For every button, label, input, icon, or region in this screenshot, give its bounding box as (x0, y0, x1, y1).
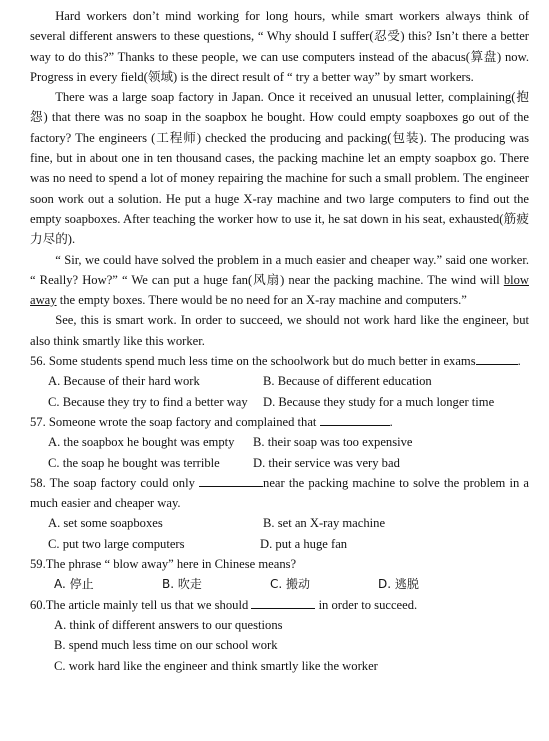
option-a: A. the soapbox he bought was empty (48, 435, 235, 450)
question-58-stem-text: 58. The soap factory could only (30, 475, 195, 490)
question-59-stem: 59.The phrase “ blow away” here in Chinese means? (30, 557, 297, 572)
passage-paragraph-2: There was a large soap factory in Japan. Once it received an unusual letter, complaining(抱怨) that there was no soap in the soapbox he bought. How could empty soapboxes go out of the factory? The engineers (工程师) checked the producing and packing(包装). The producing was fine, but in about one in ten thousand cases, the packing machine let an empty soapbox go. There was no need to spend a lot of money repairing the machine for such a small problem. The engineer soon work out a solution. He put a huge X-ray machine and two large computers to find out the empty soapboxes. After teaching the worker how to use it, he sat down in his seat, exhausted(筋疲力尽的). (30, 90, 529, 247)
answer-blank (476, 353, 518, 365)
option-c: C. 搬动 (270, 577, 311, 592)
option-d: D. Because they study for a much longer time (263, 394, 495, 409)
option-b: B. their soap was too expensive (253, 435, 413, 450)
paragraph-3-text-before: “ Sir, we could have solved the problem in a much easier and cheaper way.” said one worker. “ Really? How?” “ We can put a huge fan(风扇) near the packing machine. The wind will (30, 252, 529, 287)
question-60-stem-end: in order to succeed. (318, 597, 418, 612)
question-57-stem (30, 412, 529, 432)
answer-blank (320, 414, 390, 426)
underlined-phrase: blow away (30, 272, 529, 308)
question-60-option-c: C. work hard like the engineer and think smartly like the worker (54, 658, 378, 673)
question-57-options-row-2 (30, 453, 529, 473)
question-58-options-row-1 (30, 513, 529, 533)
option-a: A. set some soapboxes (48, 516, 163, 531)
question-57-options-row-1 (30, 432, 529, 452)
question-56-stem-end: . (517, 354, 521, 369)
option-c: C. Because they try to find a better way (48, 394, 248, 409)
question-58-stem-end: near the packing machine to solve the problem in a much easier and cheaper way. (30, 475, 529, 511)
passage-paragraph-3 (30, 250, 529, 311)
option-d: D. 逃脱 (378, 577, 419, 592)
question-56-options-row-2 (30, 392, 529, 412)
option-b: B. set an X-ray machine (263, 516, 386, 531)
question-56-stem-text: 56. Some students spend much less time on the schoolwork but do much better in exams (30, 354, 476, 369)
passage-paragraph-4: See, this is smart work. In order to succeed, we should not work hard like the engineer, but also think smartly like this worker. (30, 313, 529, 348)
option-a: A. 停止 (54, 577, 94, 592)
answer-blank (251, 597, 315, 609)
question-59-options (30, 574, 529, 594)
question-56-options-row-1 (30, 371, 529, 391)
option-c: C. the soap he bought was terrible (48, 455, 220, 470)
question-57-stem-text: 57. Someone wrote the soap factory and complained that (30, 414, 317, 429)
question-60-option-a: A. think of different answers to our questions (54, 617, 283, 632)
question-58-options-row-2 (30, 534, 529, 554)
passage-paragraph-1: Hard workers don’t mind working for long hours, while smart workers always think of several different answers to these questions, “ Why should I suffer(忍受) this? Isn’t there a better way to do this?” Thanks to these people, we can use computers instead of the abacus(算盘) now. Progress in every field(领域) is the direct result of “ try a better way” by smart workers. (30, 9, 529, 84)
question-60-option-b: B. spend much less time on our school work (54, 638, 278, 653)
option-c: C. put two large computers (48, 536, 185, 551)
question-56-stem (30, 351, 529, 371)
question-58-stem (30, 473, 529, 514)
question-60-stem-text: 60.The article mainly tell us that we should (30, 597, 249, 612)
option-d: D. put a huge fan (260, 536, 348, 551)
option-b: B. 吹走 (162, 577, 202, 592)
answer-blank (199, 475, 263, 487)
option-d: D. their service was very bad (253, 455, 400, 470)
option-b: B. Because of different education (263, 374, 432, 389)
question-60-stem (30, 595, 529, 615)
paragraph-3-text-after: the empty boxes. There would be no need for an X-ray machine and computers.” (56, 293, 467, 308)
option-a: A. Because of their hard work (48, 374, 200, 389)
question-57-stem-end: . (389, 414, 393, 429)
